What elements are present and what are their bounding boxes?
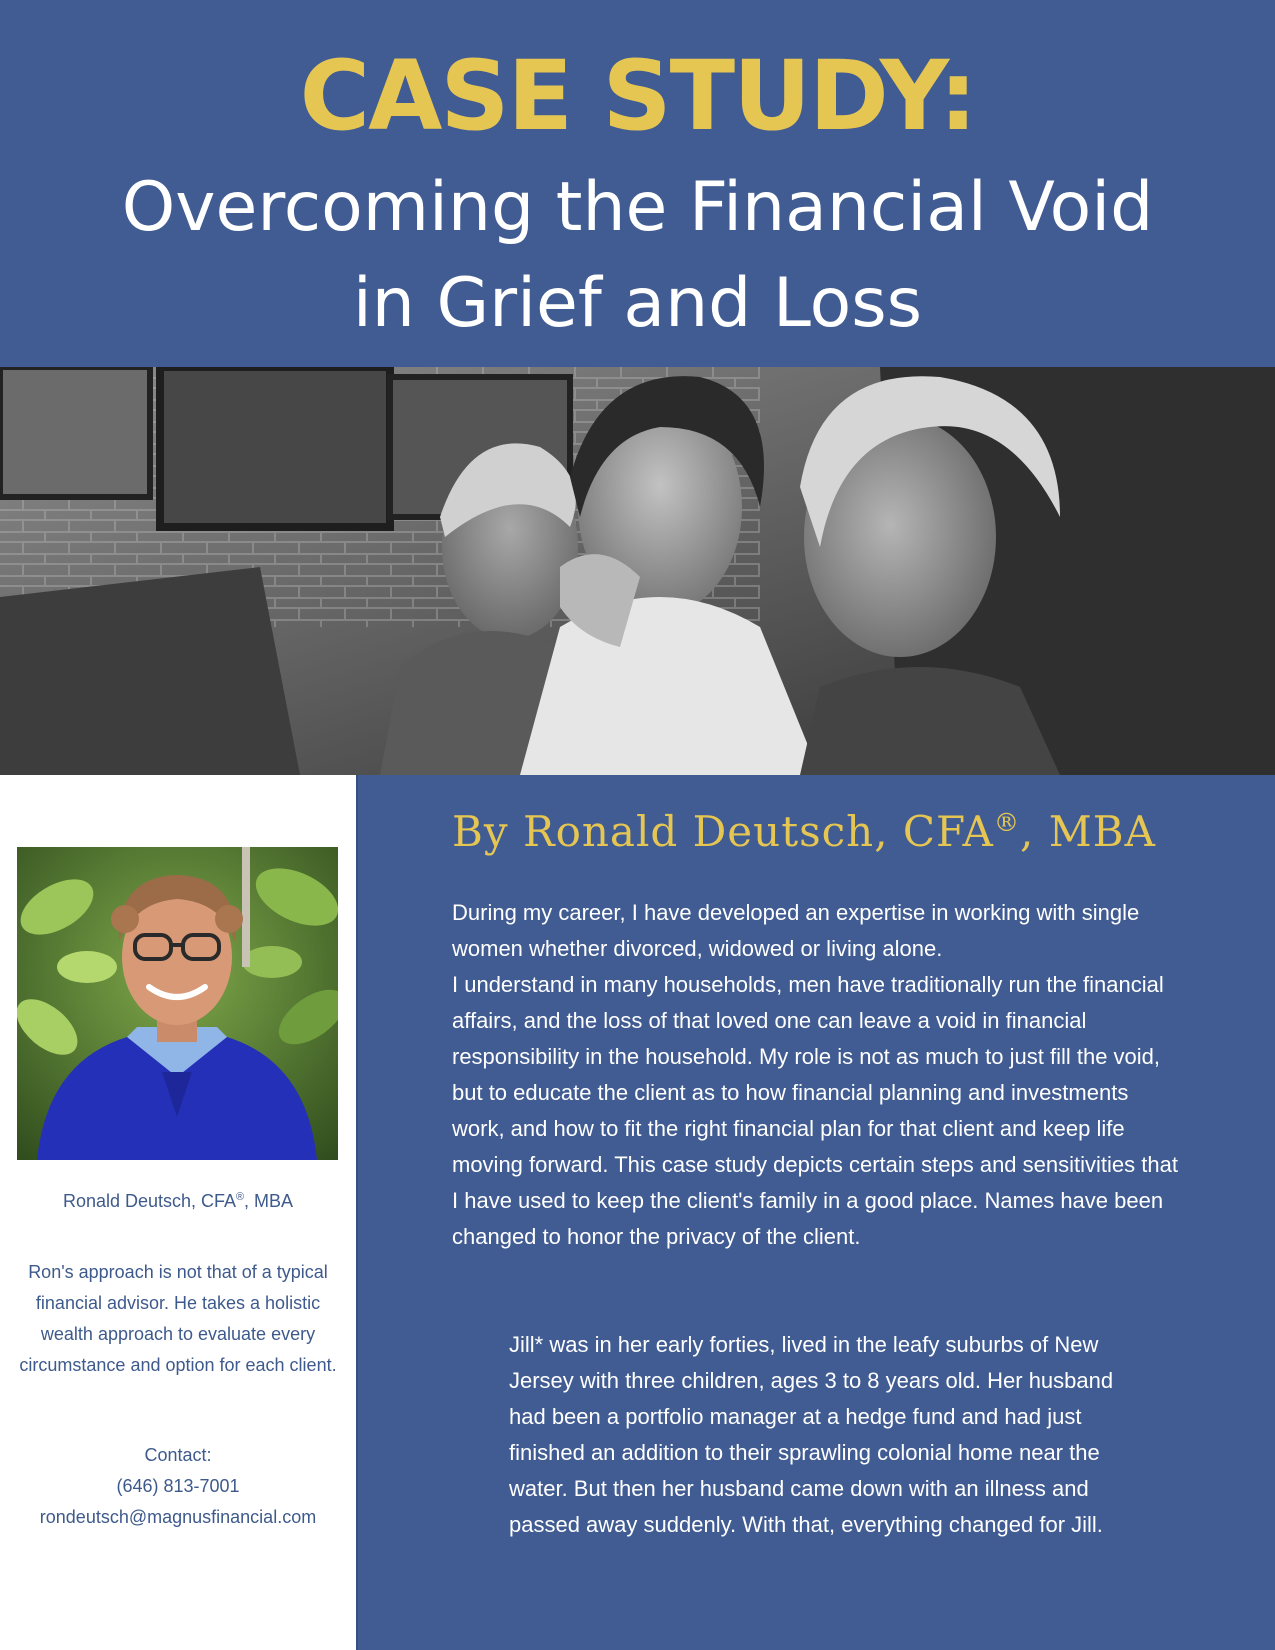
- case-story-paragraph: Jill* was in her early forties, lived in the leafy suburbs of New Jersey with three children, ages 3 to 8 years old. Her husband had been a portfolio manager at a hedge fund and had just finished an addition to their sprawling colonial home near the water. But then her husband came down with an illness and passed away suddenly. With that, everything changed for Jill.: [509, 1332, 1114, 1537]
- intro-paragraph-1: During my career, I have developed an expertise in working with single women whether divorced, widowed or living alone.: [452, 900, 1140, 961]
- contact-phone: (646) 813-7001: [116, 1476, 240, 1496]
- author-name: Ronald Deutsch, CFA®, MBA: [62, 1191, 294, 1211]
- three-women-photo-image: [0, 367, 1275, 775]
- title-line-2: in Grief and Loss: [352, 264, 923, 343]
- header-banner: [0, 0, 1275, 367]
- intro-text: [452, 895, 1182, 1255]
- byline: By Ronald Deutsch, CFA®, MBA: [452, 807, 1156, 856]
- author-bio: Ron's approach is not that of a typical financial advisor. He takes a holistic wealth approach to evaluate every circumstance and option for each client.: [19, 1262, 337, 1375]
- contact-label: Contact:: [144, 1445, 212, 1465]
- author-photo-image: [17, 847, 338, 1160]
- case-study-kicker: CASE STUDY:: [299, 40, 976, 152]
- contact-email: rondeutsch@magnusfinancial.com: [39, 1507, 317, 1527]
- title-line-1: Overcoming the Financial Void: [121, 168, 1154, 247]
- contact-block: [6, 1440, 350, 1533]
- document-title: [60, 160, 1215, 352]
- author-sidebar: [0, 775, 356, 1650]
- intro-paragraph-2: I understand in many households, men have traditionally run the financial affairs, and the loss of that loved one can leave a void in financial responsibility in the household. My role is not as much to just fill the void, but to educate the client as to how financial planning and investments work, and how to fit the right financial plan for that client and keep life moving forward. This case study depicts certain steps and sensitivities that I have used to keep the client's family in a good place. Names have been changed to honor the privacy of the client.: [452, 972, 1178, 1249]
- article-body: [356, 775, 1275, 1650]
- hero-photo: [0, 367, 1275, 775]
- author-portrait: [17, 847, 338, 1160]
